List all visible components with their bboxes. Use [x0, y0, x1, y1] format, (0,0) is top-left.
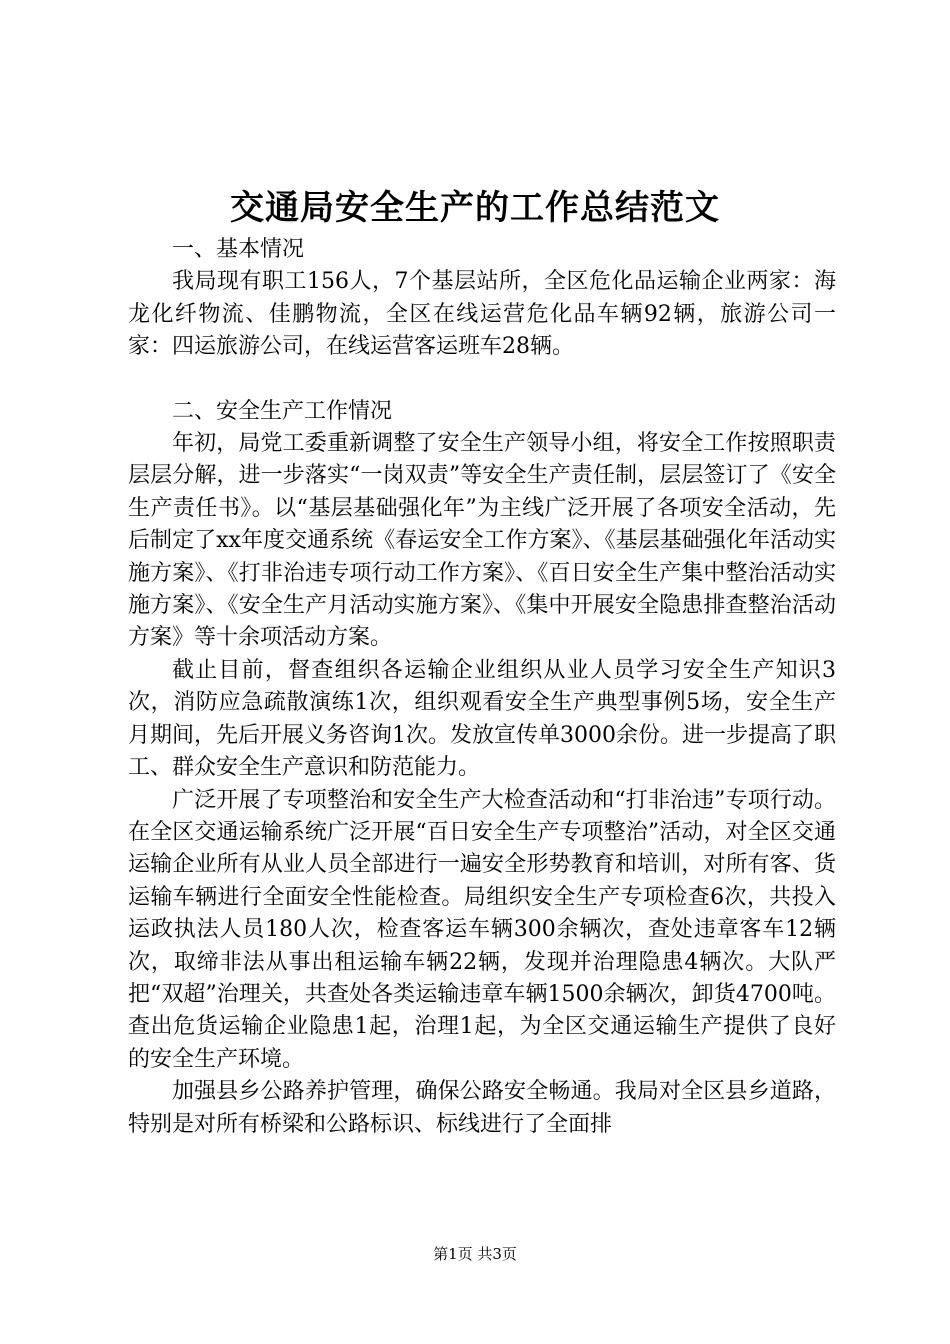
document-title: 交通局安全生产的工作总结范文: [230, 188, 720, 228]
paragraph: 年初，局党工委重新调整了安全生产领导小组，将安全工作按照职责层层分解，进一步落实“一岗双责”等安全生产责任制，层层签订了《安全生产责任书》。以“基层基础强化年”为主线广泛开展了各项安全活动，先后制定了xx年度交通系统《春运安全工作方案》、《基层基础强化年活动实施方案》、《打非治违专项行动工作方案》、《百日安全生产集中整治活动实施方案》、《安全生产月活动实施方案》、《集中开展安全隐患排查整治活动方案》等十余项活动方案。: [128, 431, 836, 651]
page-number-footer: 第1页 共3页: [433, 1245, 517, 1263]
document-body: [128, 234, 836, 1141]
paragraph: 截止目前，督查组织各运输企业组织从业人员学习安全生产知识3次，消防应急疏散演练1次，组织观看安全生产典型事例5场，安全生产月期间，先后开展义务咨询1次。发放宣传单3000余份。进一步提高了职工、群众安全生产意识和防范能力。: [128, 657, 836, 781]
section-heading-safety: 二、安全生产工作情况: [172, 398, 393, 424]
section-heading-basic: 一、基本情况: [172, 237, 305, 262]
paragraph: 广泛开展了专项整治和安全生产大检查活动和“打非治违”专项行动。在全区交通运输系统广泛开展“百日安全生产专项整治”活动，对全区交通运输企业所有从业人员全部进行一遍安全形势教育和培训，对所有客、货运输车辆进行全面安全性能检查。局组织安全生产专项检查6次，共投入运政执法人员180人次，检查客运车辆300余辆次，查处违章客车12辆次，取缔非法从事出租运输车辆22辆，发现并治理隐患4辆次。大队严把“双超”治理关，共查处各类运输违章车辆1500余辆次，卸货4700吨。查出危货运输企业隐患1起，治理1起，为全区交通运输生产提供了良好的安全生产环境。: [128, 787, 836, 1072]
paragraph: 我局现有职工156人，7个基层站所，全区危化品运输企业两家：海龙化纤物流、佳鹏物流，全区在线运营危化品车辆92辆，旅游公司一家：四运旅游公司，在线运营客运班车28辆。: [128, 269, 836, 360]
paragraph: 加强县乡公路养护管理，确保公路安全畅通。我局对全区县乡道路，特别是对所有桥梁和公路标识、标线进行了全面排: [128, 1079, 836, 1137]
